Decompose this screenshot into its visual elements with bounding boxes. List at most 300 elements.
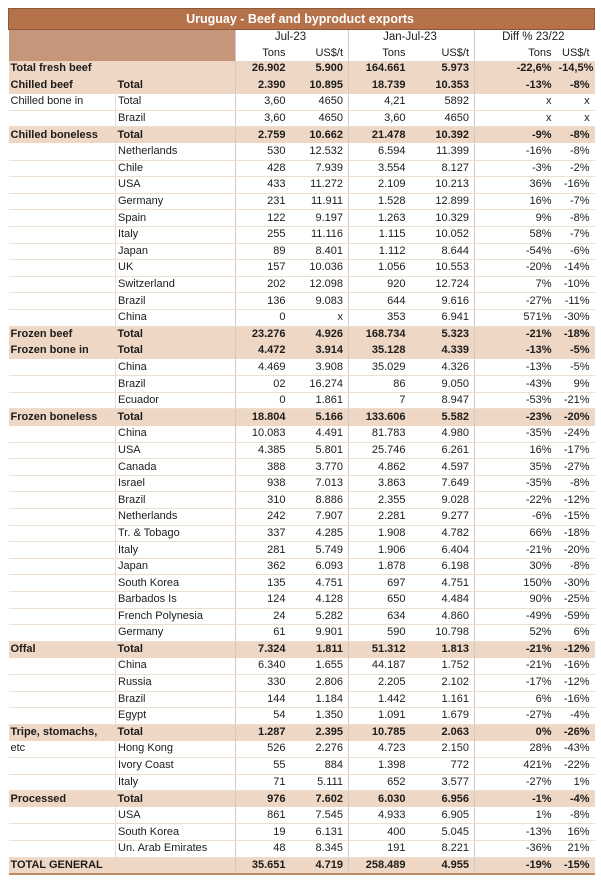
usdt-diff-cell: -4% bbox=[557, 791, 595, 808]
tons-janjul-cell: 191 bbox=[349, 840, 411, 857]
table-row bbox=[9, 426, 595, 443]
usdt-janjul-cell: 6.198 bbox=[411, 558, 475, 575]
tons-diff-cell: -27% bbox=[475, 293, 557, 310]
usdt-jul-cell: 12.532 bbox=[291, 143, 349, 160]
country-cell: Barbados Is bbox=[116, 592, 236, 609]
tons-janjul-cell: 2.205 bbox=[349, 674, 411, 691]
tons-janjul-cell: 4.723 bbox=[349, 741, 411, 758]
usdt-jul-cell: 5.801 bbox=[291, 442, 349, 459]
tons-jul-cell: 0 bbox=[236, 392, 291, 409]
usdt-diff-cell: 9% bbox=[557, 376, 595, 393]
table-row bbox=[9, 343, 595, 360]
country-cell: South Korea bbox=[116, 575, 236, 592]
tons-diff-cell: 36% bbox=[475, 177, 557, 194]
usdt-jul-cell: 4.926 bbox=[291, 326, 349, 343]
usdt-janjul-cell: 4.597 bbox=[411, 459, 475, 476]
table-row bbox=[9, 226, 595, 243]
table-row bbox=[9, 392, 595, 409]
tons-janjul-cell: 920 bbox=[349, 276, 411, 293]
country-cell: Italy bbox=[116, 226, 236, 243]
usdt-janjul-cell: 1.679 bbox=[411, 708, 475, 725]
header-usdt-diff: US$/t bbox=[557, 46, 595, 61]
usdt-diff-cell: -8% bbox=[557, 475, 595, 492]
tons-janjul-cell: 133.606 bbox=[349, 409, 411, 426]
table-row bbox=[9, 459, 595, 476]
country-cell: China bbox=[116, 309, 236, 326]
usdt-jul-cell: 7.907 bbox=[291, 509, 349, 526]
usdt-diff-cell: -43% bbox=[557, 741, 595, 758]
usdt-janjul-cell: 10.392 bbox=[411, 127, 475, 144]
tons-jul-cell: 55 bbox=[236, 757, 291, 774]
tons-janjul-cell: 652 bbox=[349, 774, 411, 791]
header-tons-jul: Tons bbox=[236, 46, 291, 61]
usdt-jul-cell: 1.861 bbox=[291, 392, 349, 409]
usdt-janjul-cell: 9.277 bbox=[411, 509, 475, 526]
tons-jul-cell: 861 bbox=[236, 807, 291, 824]
country-cell: Total bbox=[116, 409, 236, 426]
usdt-jul-cell: 6.093 bbox=[291, 558, 349, 575]
country-cell bbox=[116, 857, 236, 874]
tons-janjul-cell: 697 bbox=[349, 575, 411, 592]
tons-jul-cell: 7.324 bbox=[236, 641, 291, 658]
usdt-diff-cell: -21% bbox=[557, 392, 595, 409]
category-cell bbox=[9, 542, 116, 559]
tons-jul-cell: 530 bbox=[236, 143, 291, 160]
category-cell bbox=[9, 658, 116, 675]
category-cell bbox=[9, 309, 116, 326]
usdt-janjul-cell: 5.973 bbox=[411, 61, 475, 78]
tons-diff-cell: 1% bbox=[475, 807, 557, 824]
category-cell bbox=[9, 608, 116, 625]
tons-diff-cell: -54% bbox=[475, 243, 557, 260]
tons-janjul-cell: 1.112 bbox=[349, 243, 411, 260]
usdt-diff-cell: -16% bbox=[557, 177, 595, 194]
tons-janjul-cell: 4.933 bbox=[349, 807, 411, 824]
table-row bbox=[9, 492, 595, 509]
usdt-janjul-cell: 772 bbox=[411, 757, 475, 774]
category-cell: Processed bbox=[9, 791, 116, 808]
tons-diff-cell: -27% bbox=[475, 708, 557, 725]
tons-jul-cell: 362 bbox=[236, 558, 291, 575]
tons-janjul-cell: 18.739 bbox=[349, 77, 411, 94]
country-cell: Brazil bbox=[116, 691, 236, 708]
tons-jul-cell: 281 bbox=[236, 542, 291, 559]
country-cell: Ivory Coast bbox=[116, 757, 236, 774]
usdt-janjul-cell: 10.213 bbox=[411, 177, 475, 194]
country-cell: UK bbox=[116, 260, 236, 277]
table-row bbox=[9, 509, 595, 526]
tons-diff-cell: 16% bbox=[475, 442, 557, 459]
country-cell: Japan bbox=[116, 558, 236, 575]
usdt-diff-cell: -7% bbox=[557, 226, 595, 243]
table-row bbox=[9, 143, 595, 160]
usdt-jul-cell: 4650 bbox=[291, 94, 349, 111]
header-tons-janjul: Tons bbox=[349, 46, 411, 61]
tons-jul-cell: 26.902 bbox=[236, 61, 291, 78]
tons-janjul-cell: 590 bbox=[349, 625, 411, 642]
usdt-diff-cell: -8% bbox=[557, 77, 595, 94]
tons-jul-cell: 4.385 bbox=[236, 442, 291, 459]
country-cell: Italy bbox=[116, 542, 236, 559]
usdt-jul-cell: 7.545 bbox=[291, 807, 349, 824]
tons-jul-cell: 18.804 bbox=[236, 409, 291, 426]
country-cell: Chile bbox=[116, 160, 236, 177]
tons-janjul-cell: 1.056 bbox=[349, 260, 411, 277]
country-cell: Israel bbox=[116, 475, 236, 492]
category-cell bbox=[9, 774, 116, 791]
usdt-diff-cell: -12% bbox=[557, 641, 595, 658]
tons-janjul-cell: 35.029 bbox=[349, 359, 411, 376]
table-row bbox=[9, 525, 595, 542]
table-row bbox=[9, 807, 595, 824]
usdt-diff-cell: -15% bbox=[557, 857, 595, 874]
country-cell: Total bbox=[116, 127, 236, 144]
tons-diff-cell: 571% bbox=[475, 309, 557, 326]
usdt-jul-cell: 7.013 bbox=[291, 475, 349, 492]
country-cell: USA bbox=[116, 807, 236, 824]
usdt-diff-cell: -25% bbox=[557, 592, 595, 609]
tons-jul-cell: 136 bbox=[236, 293, 291, 310]
category-cell: etc bbox=[9, 741, 116, 758]
table-row bbox=[9, 94, 595, 111]
tons-janjul-cell: 634 bbox=[349, 608, 411, 625]
tons-janjul-cell: 1.091 bbox=[349, 708, 411, 725]
tons-diff-cell: -3% bbox=[475, 160, 557, 177]
tons-jul-cell: 135 bbox=[236, 575, 291, 592]
table-row bbox=[9, 442, 595, 459]
country-cell: Netherlands bbox=[116, 143, 236, 160]
category-cell bbox=[9, 276, 116, 293]
usdt-jul-cell: 2.806 bbox=[291, 674, 349, 691]
table-row bbox=[9, 210, 595, 227]
usdt-jul-cell: 1.184 bbox=[291, 691, 349, 708]
usdt-janjul-cell: 7.649 bbox=[411, 475, 475, 492]
usdt-jul-cell: 5.166 bbox=[291, 409, 349, 426]
usdt-janjul-cell: 6.404 bbox=[411, 542, 475, 559]
category-cell bbox=[9, 525, 116, 542]
country-cell: Italy bbox=[116, 774, 236, 791]
table-row bbox=[9, 177, 595, 194]
tons-janjul-cell: 3.863 bbox=[349, 475, 411, 492]
usdt-jul-cell: 8.886 bbox=[291, 492, 349, 509]
table-row bbox=[9, 708, 595, 725]
table-row bbox=[9, 293, 595, 310]
usdt-diff-cell: -11% bbox=[557, 293, 595, 310]
tons-diff-cell: 28% bbox=[475, 741, 557, 758]
table-row bbox=[9, 691, 595, 708]
country-cell: Total bbox=[116, 343, 236, 360]
category-cell: Offal bbox=[9, 641, 116, 658]
tons-jul-cell: 157 bbox=[236, 260, 291, 277]
usdt-diff-cell: -17% bbox=[557, 442, 595, 459]
usdt-jul-cell: 2.395 bbox=[291, 724, 349, 741]
table-row bbox=[9, 558, 595, 575]
tons-janjul-cell: 353 bbox=[349, 309, 411, 326]
table-row bbox=[9, 542, 595, 559]
usdt-janjul-cell: 4.860 bbox=[411, 608, 475, 625]
tons-diff-cell: -35% bbox=[475, 475, 557, 492]
exports-table bbox=[8, 8, 595, 875]
tons-janjul-cell: 4,21 bbox=[349, 94, 411, 111]
category-cell bbox=[9, 160, 116, 177]
usdt-jul-cell: 2.276 bbox=[291, 741, 349, 758]
tons-diff-cell: 52% bbox=[475, 625, 557, 642]
usdt-janjul-cell: 2.102 bbox=[411, 674, 475, 691]
table-row bbox=[9, 326, 595, 343]
tons-diff-cell: -20% bbox=[475, 260, 557, 277]
usdt-jul-cell: 5.111 bbox=[291, 774, 349, 791]
category-cell bbox=[9, 260, 116, 277]
usdt-jul-cell: x bbox=[291, 309, 349, 326]
usdt-jul-cell: 9.901 bbox=[291, 625, 349, 642]
category-cell: Chilled bone in bbox=[9, 94, 116, 111]
table-body bbox=[9, 61, 595, 874]
country-cell bbox=[116, 61, 236, 78]
table-row bbox=[9, 857, 595, 874]
tons-jul-cell: 428 bbox=[236, 160, 291, 177]
category-cell: Tripe, stomachs, bbox=[9, 724, 116, 741]
usdt-jul-cell: 884 bbox=[291, 757, 349, 774]
tons-diff-cell: 16% bbox=[475, 193, 557, 210]
usdt-janjul-cell: 5.045 bbox=[411, 824, 475, 841]
table-title: Uruguay - Beef and byproduct exports bbox=[9, 9, 595, 30]
tons-jul-cell: 310 bbox=[236, 492, 291, 509]
table-row bbox=[9, 160, 595, 177]
category-cell: Frozen beef bbox=[9, 326, 116, 343]
tons-jul-cell: 2.759 bbox=[236, 127, 291, 144]
usdt-jul-cell: 8.345 bbox=[291, 840, 349, 857]
tons-diff-cell: -36% bbox=[475, 840, 557, 857]
usdt-janjul-cell: 4.339 bbox=[411, 343, 475, 360]
usdt-jul-cell: 5.749 bbox=[291, 542, 349, 559]
tons-diff-cell: -27% bbox=[475, 774, 557, 791]
usdt-diff-cell: -18% bbox=[557, 326, 595, 343]
tons-diff-cell: x bbox=[475, 94, 557, 111]
usdt-jul-cell: 9.197 bbox=[291, 210, 349, 227]
usdt-jul-cell: 7.602 bbox=[291, 791, 349, 808]
tons-diff-cell: 58% bbox=[475, 226, 557, 243]
usdt-diff-cell: -12% bbox=[557, 492, 595, 509]
tons-janjul-cell: 7 bbox=[349, 392, 411, 409]
category-cell bbox=[9, 143, 116, 160]
usdt-diff-cell: x bbox=[557, 94, 595, 111]
table-row bbox=[9, 791, 595, 808]
usdt-diff-cell: -30% bbox=[557, 575, 595, 592]
tons-diff-cell: 90% bbox=[475, 592, 557, 609]
usdt-diff-cell: -4% bbox=[557, 708, 595, 725]
tons-jul-cell: 3,60 bbox=[236, 94, 291, 111]
usdt-jul-cell: 12.098 bbox=[291, 276, 349, 293]
usdt-diff-cell: -14,5% bbox=[557, 61, 595, 78]
usdt-janjul-cell: 10.553 bbox=[411, 260, 475, 277]
country-cell: Canada bbox=[116, 459, 236, 476]
tons-jul-cell: 24 bbox=[236, 608, 291, 625]
tons-janjul-cell: 4.862 bbox=[349, 459, 411, 476]
usdt-janjul-cell: 12.724 bbox=[411, 276, 475, 293]
category-cell: Total fresh beef bbox=[9, 61, 116, 78]
tons-jul-cell: 202 bbox=[236, 276, 291, 293]
country-cell: South Korea bbox=[116, 824, 236, 841]
tons-jul-cell: 3,60 bbox=[236, 110, 291, 127]
category-cell bbox=[9, 426, 116, 443]
tons-diff-cell: -23% bbox=[475, 409, 557, 426]
tons-diff-cell: -22,6% bbox=[475, 61, 557, 78]
tons-diff-cell: 0% bbox=[475, 724, 557, 741]
tons-jul-cell: 48 bbox=[236, 840, 291, 857]
tons-diff-cell: -13% bbox=[475, 77, 557, 94]
country-cell: China bbox=[116, 359, 236, 376]
category-cell: TOTAL GENERAL bbox=[9, 857, 116, 874]
category-cell bbox=[9, 293, 116, 310]
table-row bbox=[9, 110, 595, 127]
tons-janjul-cell: 25.746 bbox=[349, 442, 411, 459]
tons-janjul-cell: 1.906 bbox=[349, 542, 411, 559]
usdt-janjul-cell: 4.980 bbox=[411, 426, 475, 443]
category-cell bbox=[9, 807, 116, 824]
table-row bbox=[9, 608, 595, 625]
category-cell bbox=[9, 757, 116, 774]
tons-jul-cell: 433 bbox=[236, 177, 291, 194]
tons-jul-cell: 0 bbox=[236, 309, 291, 326]
usdt-janjul-cell: 3.577 bbox=[411, 774, 475, 791]
tons-janjul-cell: 1.528 bbox=[349, 193, 411, 210]
table-row bbox=[9, 475, 595, 492]
table-row bbox=[9, 276, 595, 293]
tons-diff-cell: 6% bbox=[475, 691, 557, 708]
table-row bbox=[9, 260, 595, 277]
tons-janjul-cell: 164.661 bbox=[349, 61, 411, 78]
country-cell: Total bbox=[116, 326, 236, 343]
country-cell: Total bbox=[116, 77, 236, 94]
category-cell bbox=[9, 509, 116, 526]
usdt-janjul-cell: 1.161 bbox=[411, 691, 475, 708]
tons-jul-cell: 124 bbox=[236, 592, 291, 609]
tons-janjul-cell: 44.187 bbox=[349, 658, 411, 675]
tons-jul-cell: 19 bbox=[236, 824, 291, 841]
usdt-janjul-cell: 4.955 bbox=[411, 857, 475, 874]
tons-jul-cell: 23.276 bbox=[236, 326, 291, 343]
usdt-diff-cell: 1% bbox=[557, 774, 595, 791]
usdt-diff-cell: 21% bbox=[557, 840, 595, 857]
country-cell: Total bbox=[116, 641, 236, 658]
country-cell: Brazil bbox=[116, 110, 236, 127]
usdt-janjul-cell: 9.028 bbox=[411, 492, 475, 509]
tons-jul-cell: 89 bbox=[236, 243, 291, 260]
country-cell: China bbox=[116, 658, 236, 675]
tons-janjul-cell: 400 bbox=[349, 824, 411, 841]
tons-diff-cell: 7% bbox=[475, 276, 557, 293]
usdt-diff-cell: -8% bbox=[557, 807, 595, 824]
tons-janjul-cell: 1.115 bbox=[349, 226, 411, 243]
usdt-janjul-cell: 6.941 bbox=[411, 309, 475, 326]
category-cell: Chilled beef bbox=[9, 77, 116, 94]
header-usdt-jul: US$/t bbox=[291, 46, 349, 61]
usdt-jul-cell: 8.401 bbox=[291, 243, 349, 260]
usdt-diff-cell: -27% bbox=[557, 459, 595, 476]
country-cell: USA bbox=[116, 177, 236, 194]
usdt-diff-cell: -7% bbox=[557, 193, 595, 210]
usdt-diff-cell: -6% bbox=[557, 243, 595, 260]
country-cell: Brazil bbox=[116, 492, 236, 509]
usdt-diff-cell: -5% bbox=[557, 343, 595, 360]
category-cell bbox=[9, 674, 116, 691]
usdt-janjul-cell: 6.261 bbox=[411, 442, 475, 459]
category-cell bbox=[9, 243, 116, 260]
table-row bbox=[9, 309, 595, 326]
tons-janjul-cell: 258.489 bbox=[349, 857, 411, 874]
usdt-janjul-cell: 9.050 bbox=[411, 376, 475, 393]
usdt-jul-cell: 3.914 bbox=[291, 343, 349, 360]
country-cell: Germany bbox=[116, 625, 236, 642]
category-cell bbox=[9, 210, 116, 227]
usdt-jul-cell: 4.751 bbox=[291, 575, 349, 592]
country-cell: Un. Arab Emirates bbox=[116, 840, 236, 857]
category-cell bbox=[9, 459, 116, 476]
usdt-diff-cell: -8% bbox=[557, 127, 595, 144]
tons-janjul-cell: 1.442 bbox=[349, 691, 411, 708]
usdt-diff-cell: x bbox=[557, 110, 595, 127]
tons-janjul-cell: 2.355 bbox=[349, 492, 411, 509]
tons-jul-cell: 1.287 bbox=[236, 724, 291, 741]
usdt-jul-cell: 4.128 bbox=[291, 592, 349, 609]
tons-diff-cell: -9% bbox=[475, 127, 557, 144]
tons-diff-cell: -43% bbox=[475, 376, 557, 393]
tons-janjul-cell: 10.785 bbox=[349, 724, 411, 741]
usdt-diff-cell: -10% bbox=[557, 276, 595, 293]
tons-diff-cell: -1% bbox=[475, 791, 557, 808]
category-cell bbox=[9, 376, 116, 393]
tons-jul-cell: 526 bbox=[236, 741, 291, 758]
category-cell bbox=[9, 575, 116, 592]
table-row bbox=[9, 61, 595, 78]
tons-diff-cell: -13% bbox=[475, 343, 557, 360]
tons-janjul-cell: 3,60 bbox=[349, 110, 411, 127]
usdt-diff-cell: -15% bbox=[557, 509, 595, 526]
tons-diff-cell: -6% bbox=[475, 509, 557, 526]
category-cell bbox=[9, 475, 116, 492]
usdt-diff-cell: -5% bbox=[557, 359, 595, 376]
header-tons-diff: Tons bbox=[475, 46, 557, 61]
table-row bbox=[9, 674, 595, 691]
tons-diff-cell: -53% bbox=[475, 392, 557, 409]
usdt-janjul-cell: 8.947 bbox=[411, 392, 475, 409]
usdt-diff-cell: -16% bbox=[557, 691, 595, 708]
header-group-diff: Diff % 23/22 bbox=[475, 30, 595, 46]
category-cell bbox=[9, 824, 116, 841]
tons-janjul-cell: 51.312 bbox=[349, 641, 411, 658]
tons-diff-cell: 421% bbox=[475, 757, 557, 774]
table-row bbox=[9, 724, 595, 741]
usdt-janjul-cell: 4.484 bbox=[411, 592, 475, 609]
tons-janjul-cell: 1.263 bbox=[349, 210, 411, 227]
usdt-janjul-cell: 5.323 bbox=[411, 326, 475, 343]
tons-jul-cell: 6.340 bbox=[236, 658, 291, 675]
country-cell: Total bbox=[116, 94, 236, 111]
usdt-janjul-cell: 9.616 bbox=[411, 293, 475, 310]
usdt-diff-cell: -16% bbox=[557, 658, 595, 675]
tons-diff-cell: -21% bbox=[475, 641, 557, 658]
table-row bbox=[9, 409, 595, 426]
usdt-diff-cell: -2% bbox=[557, 160, 595, 177]
usdt-janjul-cell: 2.150 bbox=[411, 741, 475, 758]
country-cell: Switzerland bbox=[116, 276, 236, 293]
tons-diff-cell: 35% bbox=[475, 459, 557, 476]
usdt-jul-cell: 10.895 bbox=[291, 77, 349, 94]
usdt-jul-cell: 11.116 bbox=[291, 226, 349, 243]
category-cell bbox=[9, 625, 116, 642]
usdt-janjul-cell: 6.956 bbox=[411, 791, 475, 808]
usdt-jul-cell: 3.908 bbox=[291, 359, 349, 376]
